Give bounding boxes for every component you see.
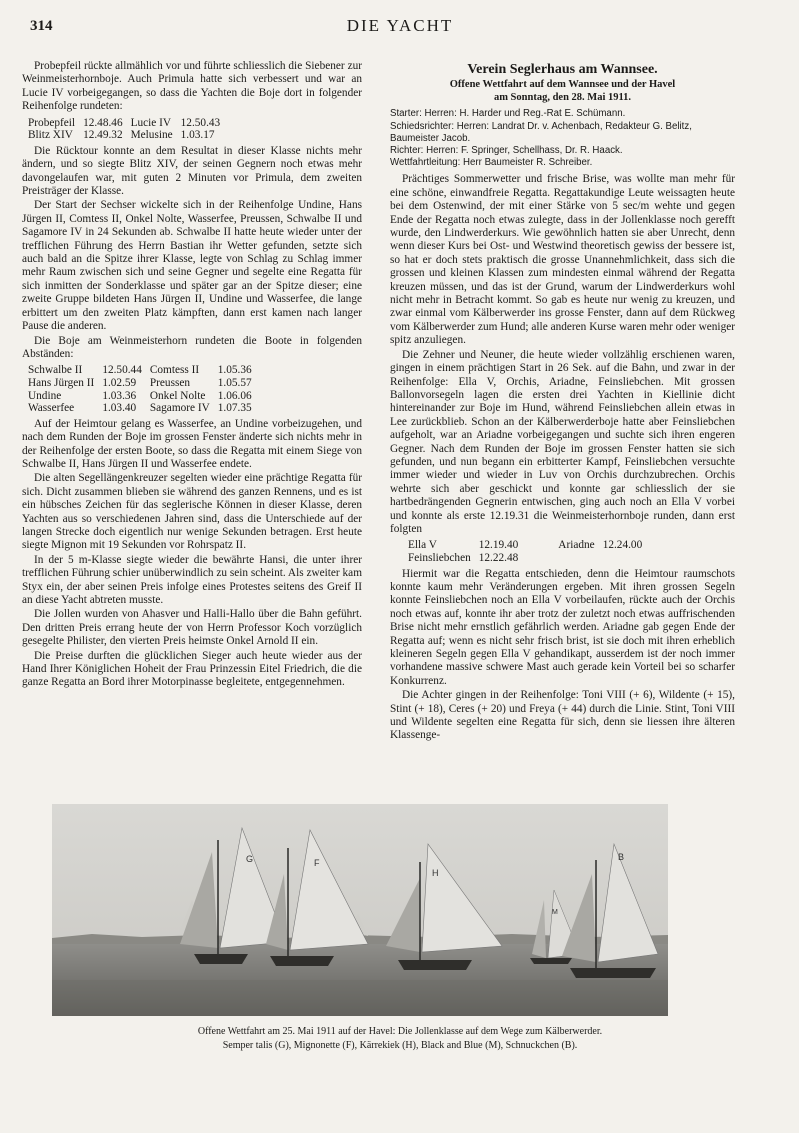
time: 12.48.46 xyxy=(83,116,123,129)
sail-mark: F xyxy=(314,858,320,868)
boat-name: Ariadne xyxy=(558,539,595,552)
time xyxy=(603,552,651,565)
sail-mark: G xyxy=(246,854,254,864)
left-column xyxy=(22,60,362,691)
paragraph: Die Rücktour konnte an dem Resultat in dieser Klasse nichts mehr ändern, und so siegte Blitz XIV, der seinen Gegnern noch etwas mehr davongelaufen war, mit guten 2 Minuten vor Primula, dem zweiten Preisträger der Klasse. xyxy=(22,144,362,198)
photo-caption-names: Semper talis (G), Mignonette (F), Kärrekiek (H), Black and Blue (M), Schnuckchen (B). xyxy=(222,1040,578,1051)
times-table xyxy=(28,364,260,414)
paragraph: Auf der Heimtour gelang es Wasserfee, an Undine vorbeizugehen, und nach dem Runden der Boje im grossen Fenster änderte sich nichts mehr in der Reihenfolge der ersten Boote, so dass die Regatta mit einem Siege von Schwalbe II, Hans Jürgen II und Wasserfee endete. xyxy=(22,417,362,470)
boat-name: Hans Jürgen II xyxy=(28,376,95,389)
time: 1.02.59 xyxy=(102,376,137,389)
boat-name: Onkel Nolte xyxy=(149,389,206,402)
paragraph: Die Preise durften die glücklichen Sieger auch heute wieder aus der Hand Ihrer Königlichen Hoheit der Frau Prinzessin Eitel Friedrich, die die ganze Regatta an Bord ihrer Motorpinasse begleitete, entgegennehmen. xyxy=(22,649,362,689)
water-shade xyxy=(52,980,668,1016)
officials-line: Wettfahrtleitung: Herr Baumeister R. Schreiber. xyxy=(390,157,593,169)
time: 12.50.44 xyxy=(102,364,142,377)
boat-name: Blitz XIV xyxy=(28,129,73,142)
article-date: am Sonntag, den 28. Mai 1911. xyxy=(493,92,632,104)
article-subtitle: Offene Wettfahrt auf dem Wannsee und der Havel xyxy=(449,79,676,91)
time: 1.07.35 xyxy=(217,402,252,415)
times-table xyxy=(408,539,650,564)
paragraph: Hiermit war die Regatta entschieden, denn die Heimtour raumschots konnte kaum mehr Veränderungen ergeben. Mit ihren grossen Segeln konnte Feinsliebchen noch an Ella V vorbeilaufen, rückte auch der Orchis noch etwas auf, konnte ihr aber trotz der zuletzt noch etwas auffrischenden Brise nicht mehr ernstlich gefährlich werden. Ariadne gab gegen Ende der Regatta auf; wenn es nicht sehr frisch brist, ist sie doch mit ihren erheblich kleineren Segeln gegen Ella V gehandikapt, ausserdem ist der noch immer vorhandene massive schwere Mast auch gerade kein Vorteil bei so scharfer Konkurrenz. xyxy=(390,567,735,687)
table-row xyxy=(28,117,228,130)
table-row xyxy=(28,364,260,377)
paragraph: Die Boje am Weinmeisterhorn rundeten die Boote in folgenden Abständen: xyxy=(22,334,362,360)
right-column xyxy=(390,60,735,744)
boat-name: Feinsliebchen xyxy=(408,551,471,564)
boat-name: Preussen xyxy=(149,376,191,389)
table-row xyxy=(28,377,260,390)
paragraph: In der 5 m-Klasse siegte wieder die bewährte Hansi, die unter ihrer trefflichen Führung schier unüberwindlich zu sein scheint. Als zweiter kam Styx ein, der aber seinen Preis infolge eines Protestes seitens des Greif II an diese Yacht abtreten musste. xyxy=(22,553,362,606)
boat-name: Schwalbe II xyxy=(28,364,83,377)
times-table xyxy=(28,117,228,142)
paragraph: Der Start der Sechser wickelte sich in der Reihenfolge Undine, Hans Jürgen II, Comtess II, Onkel Nolte, Wasserfee, Preussen, Schwalbe II und Sagamore IV in 24 Sekunden ab. Schwalbe II hatte heute wieder unter der trefflichen Führung des Herrn Bastian ihr Wetter gefunden, setzte sich auch bald an die Spitze ihrer Klasse, legte von Schlag zu Schlag immer mehr Raum zwischen sich und seine Gegner und segelte eine Regatta für sich inmitten der Sonderklasse und später gar an der Spitze dieser; eine zweite Gruppe bildeten Hans Jürgen II, Undine und Wasserfee, die lange erbittert um den zweiten Platz kämpften, dann erst kamen nach langer Pause die anderen. xyxy=(22,199,362,333)
page-number: 314 xyxy=(30,18,53,34)
time: 1.06.06 xyxy=(217,389,252,402)
officials-line: Schiedsrichter: Herren: Landrat Dr. v. Achenbach, Redakteur G. Belitz, Baumeister Jacob. xyxy=(390,120,692,144)
table-row xyxy=(28,129,228,142)
boat-name: Sagamore IV xyxy=(149,402,210,415)
boat-name: Ella V xyxy=(408,539,437,552)
article-title: Verein Seglerhaus am Wannsee. xyxy=(467,62,658,77)
time: 1.03.40 xyxy=(102,402,137,415)
sail-mark: H xyxy=(432,868,439,878)
photo-caption: Offene Wettfahrt am 25. Mai 1911 auf der Havel: Die Jollenklasse auf dem Wege zum Kälberwerder. xyxy=(197,1026,603,1037)
boat-name: Melusine xyxy=(130,129,173,142)
officials-line: Starter: Herren: H. Harder und Reg.-Rat E. Schümann. xyxy=(390,108,626,120)
boat-name: Comtess II xyxy=(149,364,200,377)
paragraph: Die alten Segellängenkreuzer segelten wieder eine prächtige Regatta für sich. Dicht zusammen blieben sie während des ganzen Rennens, und es ist ein hübsches Zeichen für das seglerische Können in dieser Klasse, deren Yachten aus so verschiedenen Jahren sind, dass die Unterschiede auf der langen Strecke doch eigentlich nur wenige Sekunden betragen. Erst heute siegte Mignon mit 19 Sekunden vor Rohrspatz II. xyxy=(22,472,362,552)
time: 12.50.43 xyxy=(180,116,221,129)
boat-name: Wasserfee xyxy=(28,402,75,415)
boat-name: Undine xyxy=(28,389,62,402)
time: 12.24.00 xyxy=(602,539,643,552)
paragraph: Prächtiges Sommerwetter und frische Brise, was wollte man mehr für eine schöne, einwandfreie Regatta. Regattakundige Leute weissagten heute bei dem Ostenwind, der mit einer Stärke von 5 sec/m wehte und gegen Ende der Regatta noch etwas zulegte, dass in der Jollenklasse noch gerefft wurde, den Lindwerderkurs. Wie gewöhnlich hatten sie aber Unrecht, denn wenn dieser Kurs bei Ost- und Westwind theoretisch gewiss der bessere ist, so hat er doch stets praktisch die grosse Unannehmlichkeit, dass sich die grossen und kleinen Klassen zum mindesten einmal während der Regatta kreuzen müssen, und das ist der Grund, warum der Lindwerderkurs wohl nicht mehr in Betracht kommt. So gab es heute nur wenig zu kreuzen, und zwar einmal vom Kälberwerder ins grosse Fenster, dann auf dem Rückweg vom Kälberwerder zum Hund; alle anderen Kurse waren mehr oder weniger spitz anzuliegen. xyxy=(390,173,735,347)
sail-mark: B xyxy=(618,852,625,862)
time: 1.05.36 xyxy=(217,364,252,377)
time: 12.19.40 xyxy=(478,539,519,552)
table-row xyxy=(408,552,650,565)
boat-name xyxy=(558,552,602,565)
officials-line: Richter: Herren: F. Springer, Schellhass, Dr. R. Haack. xyxy=(390,145,623,157)
boat-name: Probepfeil xyxy=(28,116,76,129)
paragraph: Die Achter gingen in der Reihenfolge: Toni VIII (+ 6), Wildente (+ 15), Stint (+ 18), Ceres (+ 20) und Freya (+ 44) durch die Linie. Stint, Toni VIII und Wildente segelten eine Regatta für sich, denn sie liessen ihre älteren Klassenge- xyxy=(390,689,735,742)
table-row xyxy=(28,402,260,415)
time: 1.03.17 xyxy=(180,129,215,142)
time: 1.05.57 xyxy=(217,376,252,389)
officials-list xyxy=(390,108,735,169)
time: 12.22.48 xyxy=(478,551,519,564)
page-header xyxy=(30,16,770,40)
table-row xyxy=(408,539,650,552)
time: 1.03.36 xyxy=(102,389,137,402)
paragraph: Die Zehner und Neuner, die heute wieder vollzählig erschienen waren, gingen in einem prächtigen Start in 26 Sek. auf die Bahn, und zwar in der Reihenfolge: Ella V, Orchis, Ariadne, Feinsliebchen. Mit grossen Ballonvorsegeln lagen die ersten drei Yachten in Kiellinie dicht hintereinander zur Boje im Hund, während Feinsliebchen allein etwas in Lee zurückblieb. Schon an der Kälberwerderboje hatte aber Feinsliebchen aufgeholt, war an Ariadne vorbeigegangen und suchte sich ihren engeren Gegner. Nach dem Runden der Boje im grossen Fenster hatten sie sich gefunden, und nun begann ein erbitterter Kampf, Feinsliebchen versuchte immer wieder und wieder in Luv von Orchis durchzubrechen. Orchis wehrte sich aber geschickt und konnte gar schliesslich der sie hartbedrängenden Gegnerin entwischen, ging auch noch an Ella V vorbei und konnte als erste 12.19.31 die Weinmeisterhornboje runden, dann erst folgten xyxy=(390,348,735,535)
paragraph: Probepfeil rückte allmählich vor und führte schliesslich die Siebener zur Weinmeisterhornboje. Auch Primula hatte sich verbessert und war an Lucie IV vorbeigegangen, so dass die Yachten die Boje dort in folgender Reihenfolge rundeten: xyxy=(22,60,362,113)
running-title: DIE YACHT xyxy=(346,16,454,35)
sail-mark: M xyxy=(552,909,558,916)
table-row xyxy=(28,390,260,403)
boat-name: Lucie IV xyxy=(130,116,172,129)
paragraph: Die Jollen wurden von Ahasver und Halli-Hallo über die Bahn geführt. Den dritten Preis errang heute der von Herrn Professor Koch vorzüglich gesegelte Philister, den vierten Preis heimste Onkel Arnold II ein. xyxy=(22,608,362,648)
sailing-photo xyxy=(52,804,668,1016)
time: 12.49.32 xyxy=(83,129,123,142)
